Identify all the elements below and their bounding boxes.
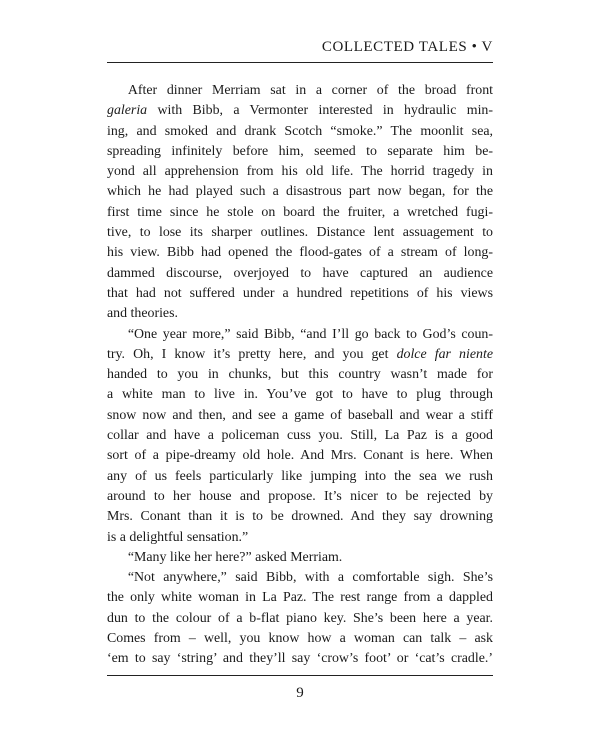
text-line [107,223,493,243]
text-run: the only white woman in La Paz. The rest range from a dappled [107,590,493,606]
text-run: dun to the colour of a b-flat piano key. She’s been here a year. [107,610,493,626]
text-run: ing, and smoked and drank Scotch “smoke.” The moonlit sea, [107,123,493,139]
text-line [107,609,493,629]
text-run: ‘em to say ‘string’ and they’ll say ‘crow’s foot’ or ‘cat’s cradle.’ [107,651,493,667]
text-run: dammed discourse, overjoyed to have captured an audience [107,265,493,281]
italic-text: galeria [107,103,148,119]
text-run: handed to you in chunks, but this country wasn’t made for [107,367,493,383]
text-line [107,264,493,284]
text-line [107,182,493,202]
text-line [107,243,493,263]
text-run: Comes from – well, you know how a woman can talk – ask [107,631,493,647]
running-header: COLLECTED TALES • V [321,39,493,55]
text-line [107,325,493,345]
text-line [107,487,493,507]
text-line [107,528,493,548]
text-line [107,446,493,466]
text-run: a white man to live in. You’ve got to have to plug through [107,387,493,403]
text-line [107,122,493,142]
text-run: Mrs. Conant than it is to be drowned. And they say drowning [107,509,493,525]
text-line [107,548,493,568]
text-line [107,142,493,162]
text-run: tive, to lose its sharper outlines. Distance lent assuagement to [107,225,493,241]
italic-text: dolce far niente [396,346,493,362]
text-run: collar and have a policeman cuss you. Still, La Paz is a good [107,428,493,444]
text-line [107,426,493,446]
text-run: spreading infinitely before him, seemed to separate him be- [107,143,493,159]
text-run: “One year more,” said Bibb, “and I’ll go back to God’s coun- [107,326,493,342]
text-run: his view. Bibb had opened the flood-gates of a stream of long- [107,245,493,261]
text-run: and theories. [107,306,178,322]
text-line [107,588,493,608]
text-run: with Bibb, a Vermonter interested in hydraulic min- [147,103,493,119]
text-line [107,284,493,304]
text-line [107,385,493,405]
page-number: 9 [296,685,304,701]
header-rule [107,62,493,63]
text-run: snow now and then, and see a game of baseball and wear a stiff [107,407,493,423]
text-line [107,101,493,121]
text-line [107,365,493,385]
text-run: any of us feels particularly like jumping into the sea we rush [107,468,493,484]
text-run: After dinner Merriam sat in a corner of the broad front [107,83,493,98]
text-line [107,304,493,324]
text-run: try. Oh, I know it’s pretty here, and you get [107,346,397,362]
text-line [107,467,493,487]
text-line [107,345,493,365]
text-line [107,649,493,669]
text-line [107,507,493,527]
text-line [107,81,493,101]
text-line [107,162,493,182]
text-line [107,568,493,588]
text-run: which he had played such a disastrous part now began, for the [107,184,493,200]
text-run: “Many like her here?” asked Merriam. [107,549,343,565]
text-run: is a delightful sensation.” [107,529,249,545]
footer-rule [107,675,493,676]
body-text [107,81,493,670]
text-line [107,203,493,223]
text-run: sort of a pipe-dreamy old hole. And Mrs. Conant is here. When [107,448,493,464]
text-run: that had not suffered under a hundred repetitions of his views [107,285,493,301]
text-run: around to her house and propose. It’s nicer to be rejected by [107,488,493,504]
text-run: yond all apprehension from his old life. The horrid tragedy in [107,164,493,180]
text-line [107,406,493,426]
text-run: first time since he stole on board the fruiter, a wretched fugi- [107,204,493,220]
text-line [107,629,493,649]
text-run: “Not anywhere,” said Bibb, with a comfortable sigh. She’s [107,570,493,586]
